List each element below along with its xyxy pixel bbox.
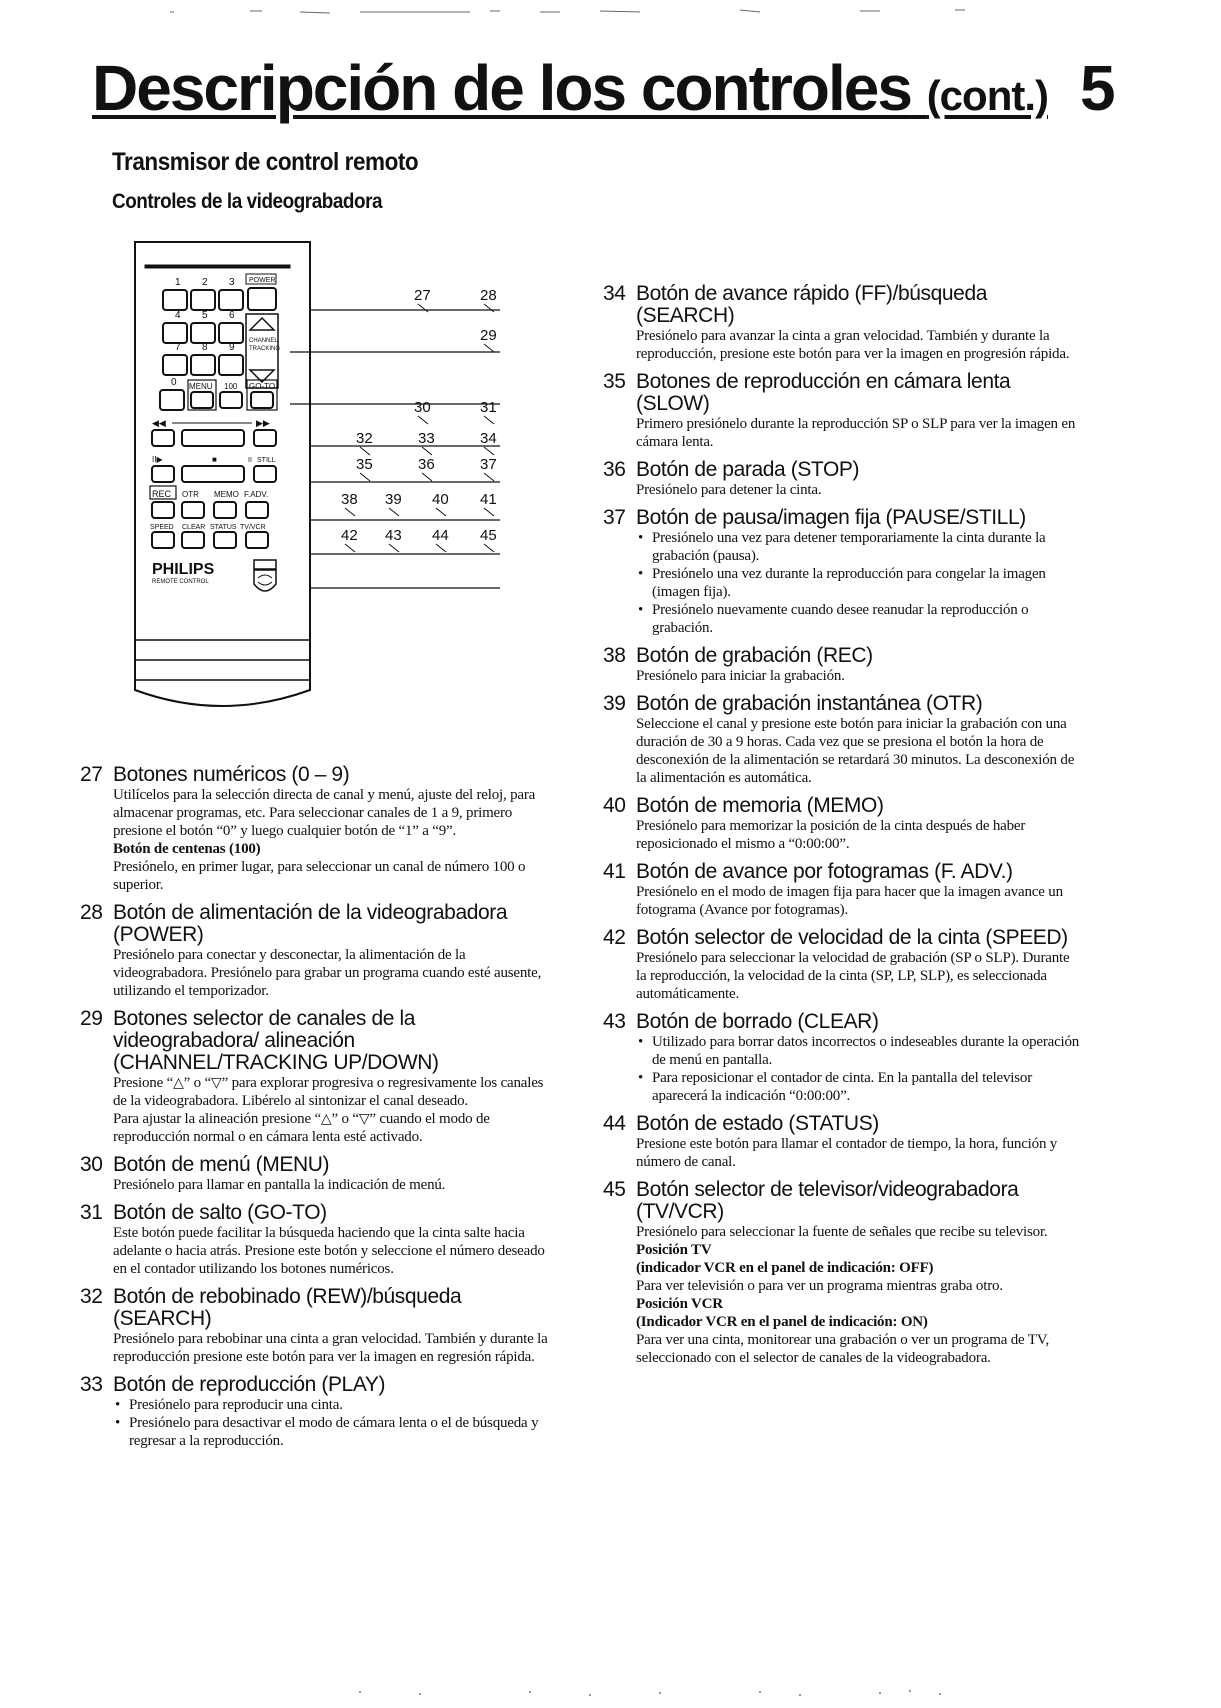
callout-28: 28 (480, 287, 497, 304)
item-title: Botón de avance rápido (FF)/búsqueda (SEARCH) (636, 282, 987, 327)
key-100 (220, 382, 242, 408)
item-number: 39 (603, 692, 626, 715)
svg-text:STILL: STILL (257, 457, 276, 464)
right-column (603, 283, 1083, 1375)
callout-44: 44 (432, 527, 449, 544)
item-number: 42 (603, 926, 626, 949)
item-title: Botón de pausa/imagen fija (PAUSE/STILL) (636, 506, 1026, 529)
item-text: Presiónelo en el modo de imagen fija para hacer que la imagen avance un fotograma (Avance por fotogramas). (636, 884, 1063, 918)
page-title-main: Descripción de los controles (92, 52, 911, 124)
item-text: Este botón puede facilitar la búsqueda haciendo que la cinta salte hacia adelante o hacia atrás. Presione este botón y seleccione el número deseado en el contador utilizando los botones numéricos. (113, 1225, 545, 1277)
item-subheading: Botón de centenas (100) (113, 841, 261, 857)
bullet-item: • Presiónelo para desactivar el modo de cámara lenta o el de búsqueda y regresar a la reproducción. (129, 1414, 560, 1450)
item-number: 34 (603, 282, 626, 305)
callout-35: 35 (356, 456, 373, 473)
item-number: 45 (603, 1178, 626, 1201)
item-28 (80, 902, 560, 1000)
item-43 (603, 1011, 1083, 1105)
svg-text:8: 8 (202, 342, 208, 353)
item-number: 44 (603, 1112, 626, 1135)
item-text: Primero presiónelo durante la reproducción SP o SLP para ver la imagen en cámara lenta. (636, 416, 1076, 450)
item-number: 36 (603, 458, 626, 481)
item-33 (80, 1374, 560, 1450)
page-number: 5 (1080, 52, 1116, 124)
svg-text:6: 6 (229, 310, 235, 321)
svg-text:4: 4 (175, 310, 181, 321)
svg-text:CHANNEL: CHANNEL (249, 338, 278, 344)
remote-top-strip (145, 265, 290, 268)
item-41 (603, 861, 1083, 919)
scan-noise-bottom (0, 1686, 1221, 1700)
item-text: Utilícelos para la selección directa de canal y menú, ajuste del reloj, para almacenar programas, etc. Para seleccionar canales de 1 a 9, primero presione el botón “0” y luego cualquier botón de “1” a “9”. (113, 787, 536, 839)
callout-32: 32 (356, 430, 373, 447)
bullet-item: • Presiónelo para reproducir una cinta. (129, 1396, 560, 1414)
item-number: 33 (80, 1373, 103, 1396)
remote-control-diagram (124, 232, 544, 722)
triangle-down-icon: ▽ (210, 1075, 222, 1091)
item-31 (80, 1202, 560, 1278)
callout-41: 41 (480, 491, 497, 508)
key-slow-stop-still (152, 455, 276, 482)
remote-body (135, 242, 310, 706)
svg-text:II▶: II▶ (152, 455, 163, 464)
svg-text:7: 7 (175, 342, 181, 353)
key-7 (163, 342, 187, 375)
svg-text:MEMO: MEMO (214, 490, 239, 499)
callout-30: 30 (414, 399, 431, 416)
item-text: Presiónelo para iniciar la grabación. (636, 668, 845, 684)
item-40 (603, 795, 1083, 853)
item-text: Para ver una cinta, monitorear una grabación o ver un programa de TV, seleccionado con el selector de canales de la videograbadora. (636, 1332, 1049, 1366)
svg-text:2: 2 (202, 277, 208, 288)
key-goto (247, 380, 277, 410)
callout-34: 34 (480, 430, 497, 447)
callout-39: 39 (385, 491, 402, 508)
bullet-item: • Para reposicionar el contador de cinta. En la pantalla del televisor aparecerá la indicación “0:00:00”. (652, 1069, 1083, 1105)
callout-37: 37 (480, 456, 497, 473)
item-subheading: Posición VCR (636, 1296, 723, 1312)
bullet-item: • Presiónelo una vez durante la reproducción para congelar la imagen (imagen fija). (652, 565, 1083, 601)
svg-text:REC: REC (152, 489, 172, 499)
callout-40: 40 (432, 491, 449, 508)
key-2 (191, 277, 215, 310)
item-text: Presiónelo para memorizar la posición de la cinta después de haber reposicionado el mismo a “0:00:00”. (636, 818, 1026, 852)
item-title: Botón de rebobinado (REW)/búsqueda (SEARCH) (113, 1285, 462, 1330)
item-text: Para ajustar la alineación presione “△” o “▽” cuando el modo de reproducción normal o en cámara lenta esté activado. (113, 1111, 490, 1145)
item-number: 38 (603, 644, 626, 667)
key-8 (191, 342, 215, 375)
philips-shield-icon (254, 560, 276, 591)
triangle-up-icon: △ (320, 1111, 332, 1127)
svg-text:TV/VCR: TV/VCR (240, 524, 266, 531)
svg-text:■: ■ (212, 455, 217, 464)
svg-text:0: 0 (171, 377, 177, 388)
svg-text:STATUS: STATUS (210, 524, 237, 531)
item-text: Presiónelo para seleccionar la velocidad de grabación (SP o SLP). Durante la reproducción, la velocidad de la cinta (SP, LP, SLP), es seleccionada automáticamente. (636, 950, 1070, 1002)
item-title: Botón de estado (STATUS) (636, 1112, 879, 1135)
item-42 (603, 927, 1083, 1003)
svg-text:3: 3 (229, 277, 235, 288)
key-3 (219, 277, 243, 310)
item-text: Presiónelo para detener la cinta. (636, 482, 822, 498)
key-row-rec (150, 486, 268, 518)
callout-36: 36 (418, 456, 435, 473)
item-35 (603, 371, 1083, 451)
svg-text:▶▶: ▶▶ (256, 418, 270, 428)
callout-33: 33 (418, 430, 435, 447)
item-34 (603, 283, 1083, 363)
item-title: Botones de reproducción en cámara lenta (SLOW) (636, 370, 1011, 415)
item-title: Botón de memoria (MEMO) (636, 794, 884, 817)
item-number: 40 (603, 794, 626, 817)
item-text: Seleccione el canal y presione este botón para iniciar la grabación con una duración de 30 a 9 horas. Cada vez que se presiona el botón la hora de desconexión de la alimentación se retardará 30 minutos. La desconexión de la alimentación es automática. (636, 716, 1075, 786)
item-number: 35 (603, 370, 626, 393)
svg-text:100: 100 (224, 382, 238, 391)
item-36 (603, 459, 1083, 499)
item-text: Presiónelo para rebobinar una cinta a gran velocidad. También y durante la reproducción presione este botón para ver la imagen en regresión rápida. (113, 1331, 548, 1365)
key-5 (191, 310, 215, 343)
key-1 (163, 277, 187, 310)
item-title: Botón de salto (GO-TO) (113, 1201, 327, 1224)
bullet-item: • Presiónelo nuevamente cuando desee reanudar la reproducción o grabación. (652, 601, 1083, 637)
key-4 (163, 310, 187, 343)
item-title: Botón de alimentación de la videograbadora (POWER) (113, 901, 508, 946)
callout-29: 29 (480, 327, 497, 344)
bullet-item: • Presiónelo una vez para detener temporariamente la cinta durante la grabación (pausa). (652, 529, 1083, 565)
item-text: Presiónelo para conectar y desconectar, la alimentación de la videograbadora. Presiónelo para grabar un programa cuando esté ausente, utilizando el temporizador. (113, 947, 542, 999)
item-29 (80, 1008, 560, 1146)
callout-38: 38 (341, 491, 358, 508)
item-number: 32 (80, 1285, 103, 1308)
item-number: 41 (603, 860, 626, 883)
svg-text:CLEAR: CLEAR (182, 524, 206, 531)
key-channel-tracking (246, 314, 280, 388)
item-32 (80, 1286, 560, 1366)
item-text: Presiónelo para seleccionar la fuente de señales que recibe su televisor. (636, 1224, 1048, 1240)
item-subheading: (indicador VCR en el panel de indicación: OFF) (636, 1260, 934, 1276)
page-title-suffix: (cont.) (926, 72, 1048, 119)
item-title: Botón de grabación instantánea (OTR) (636, 692, 983, 715)
key-9 (219, 342, 243, 375)
item-subheading: (Indicador VCR en el panel de indicación: ON) (636, 1314, 928, 1330)
callout-ticks (345, 304, 494, 552)
item-44 (603, 1113, 1083, 1171)
item-text: Presiónelo, en primer lugar, para seleccionar un canal de número 100 o superior. (113, 859, 526, 893)
key-6 (219, 310, 243, 343)
callout-45: 45 (480, 527, 497, 544)
key-row-speed (150, 524, 268, 548)
key-menu (188, 380, 216, 410)
item-number: 43 (603, 1010, 626, 1033)
callout-42: 42 (341, 527, 358, 544)
item-45 (603, 1179, 1083, 1367)
remote-brand-sub: REMOTE CONTROL (152, 579, 209, 585)
item-37 (603, 507, 1083, 637)
key-0 (160, 377, 184, 410)
svg-text:5: 5 (202, 310, 208, 321)
svg-text:1: 1 (175, 277, 181, 288)
item-text: Presione este botón para llamar el contador de tiempo, la hora, función y número de canal. (636, 1136, 1058, 1170)
item-38 (603, 645, 1083, 685)
item-number: 30 (80, 1153, 103, 1176)
item-number: 28 (80, 901, 103, 924)
remote-brand: PHILIPS (152, 561, 215, 578)
svg-text:TRACKING: TRACKING (249, 346, 281, 352)
item-30 (80, 1154, 560, 1194)
item-subheading: Posición TV (636, 1242, 712, 1258)
svg-text:GO-TO: GO-TO (249, 382, 276, 391)
svg-text:9: 9 (229, 342, 235, 353)
item-title: Botón de menú (MENU) (113, 1153, 330, 1176)
item-text: Presiónelo para llamar en pantalla la indicación de menú. (113, 1177, 446, 1193)
triangle-up-icon: △ (173, 1075, 184, 1091)
item-number: 37 (603, 506, 626, 529)
bullet-item: • Utilizado para borrar datos incorrectos o indeseables durante la operación de menú en pantalla. (652, 1033, 1083, 1069)
item-title: Botón de reproducción (PLAY) (113, 1373, 386, 1396)
svg-text:SPEED: SPEED (150, 524, 174, 531)
item-number: 27 (80, 763, 103, 786)
callout-27: 27 (414, 287, 431, 304)
item-text: Presiónelo para avanzar la cinta a gran velocidad. También y durante la reproducción, presione este botón para ver la imagen en progresión rápida. (636, 328, 1070, 362)
item-title: Botones numéricos (0 – 9) (113, 763, 350, 786)
left-column (80, 764, 560, 1458)
item-title: Botón selector de velocidad de la cinta (SPEED) (636, 926, 1068, 949)
svg-text:MENU: MENU (189, 382, 213, 391)
item-27 (80, 764, 560, 894)
item-title: Botón de borrado (CLEAR) (636, 1010, 879, 1033)
scan-noise-top (0, 4, 1221, 18)
item-39 (603, 693, 1083, 787)
callout-43: 43 (385, 527, 402, 544)
item-title: Botón de parada (STOP) (636, 458, 860, 481)
item-text: Presione “△” o “▽” para explorar progresiva o regresivamente los canales de la videograbadora. Libérelo al sintonizar el canal deseado. (113, 1075, 544, 1109)
svg-text:II: II (248, 457, 252, 464)
item-number: 31 (80, 1201, 103, 1224)
item-title: Botón selector de televisor/videograbadora (TV/VCR) (636, 1178, 1019, 1223)
item-title: Botón de grabación (REC) (636, 644, 873, 667)
subsection-title: Controles de la videograbadora (112, 190, 383, 213)
svg-text:OTR: OTR (182, 490, 199, 499)
item-title: Botones selector de canales de la videograbadora/ alineación (CHANNEL/TRACKING UP/DOWN) (113, 1007, 439, 1074)
svg-text:F.ADV.: F.ADV. (244, 490, 269, 499)
callout-lines (290, 310, 500, 588)
triangle-down-icon: ▽ (358, 1111, 370, 1127)
svg-text:◀◀: ◀◀ (152, 418, 166, 428)
key-power (246, 274, 276, 310)
callout-31: 31 (480, 399, 497, 416)
key-rew-play-ff (152, 418, 276, 446)
item-title: Botón de avance por fotogramas (F. ADV.) (636, 860, 1013, 883)
section-title: Transmisor de control remoto (112, 148, 419, 176)
page-title (92, 52, 1048, 124)
svg-text:POWER: POWER (249, 277, 276, 284)
item-text: Para ver televisión o para ver un programa mientras graba otro. (636, 1278, 1003, 1294)
item-number: 29 (80, 1007, 103, 1030)
